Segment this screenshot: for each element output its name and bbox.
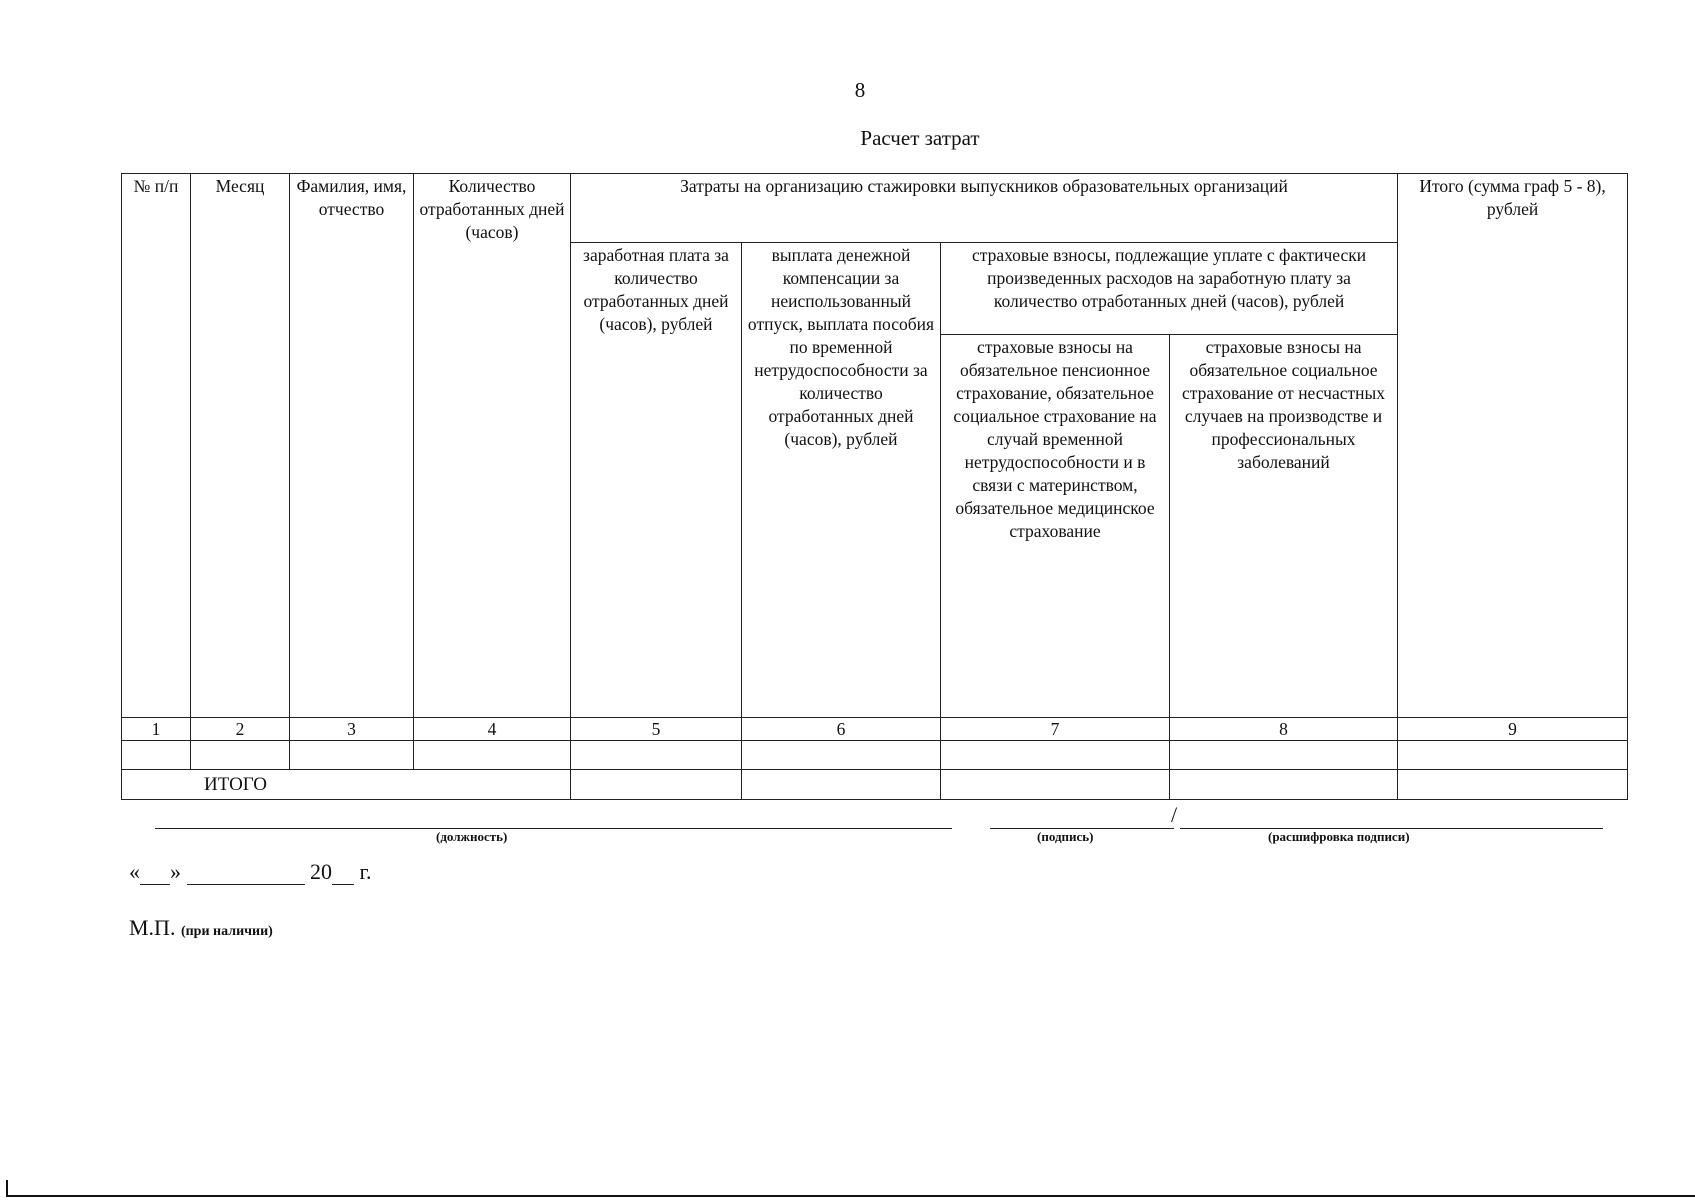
column-number: 7 [941, 718, 1170, 741]
header-month: Месяц [191, 174, 290, 718]
column-number: 5 [571, 718, 742, 741]
header-pension-insurance: страховые взносы на обязательное пенсионное страхование, обязательное социальное страхование на случай временной нетрудоспособности и в связи с материнством, обязательное медицинское страхование [941, 335, 1170, 718]
total-cell[interactable] [571, 770, 742, 800]
date-line [129, 858, 372, 885]
table-cell[interactable] [1170, 741, 1398, 770]
position-caption: (должность) [436, 829, 508, 844]
page-number: 8 [854, 78, 866, 102]
year-blank[interactable] [332, 858, 354, 885]
header-compensation: выплата денежной компенсации за неиспользованный отпуск, выплата пособия по временной нетрудоспособности за количество отработанных дней (часов), рублей [742, 243, 941, 718]
column-number: 3 [290, 718, 414, 741]
total-cell[interactable] [941, 770, 1170, 800]
column-number: 1 [122, 718, 191, 741]
stamp-note: (при наличии) [180, 924, 273, 939]
table-cell[interactable] [1398, 741, 1628, 770]
table-cell[interactable] [742, 741, 941, 770]
table-cell[interactable] [290, 741, 414, 770]
table-cell[interactable] [191, 741, 290, 770]
total-row [122, 770, 1628, 800]
header-days-worked: Количество отработанных дней (часов) [414, 174, 571, 718]
scan-edge-tick [6, 1180, 8, 1196]
signature-caption: (подпись) [1037, 829, 1094, 844]
signature-separator: / [1171, 802, 1178, 827]
table-cell[interactable] [941, 741, 1170, 770]
header-total: Итого (сумма граф 5 - 8), рублей [1398, 174, 1628, 718]
total-label: ИТОГО [122, 770, 571, 800]
table-cell[interactable] [122, 741, 191, 770]
table-cell[interactable] [414, 741, 571, 770]
year-prefix: 20 [310, 859, 332, 884]
column-number: 4 [414, 718, 571, 741]
column-number: 2 [191, 718, 290, 741]
position-line[interactable] [155, 828, 952, 829]
header-number: № п/п [122, 174, 191, 718]
column-number: 9 [1398, 718, 1628, 741]
total-cell[interactable] [742, 770, 941, 800]
header-full-name: Фамилия, имя, отчество [290, 174, 414, 718]
date-close-quote: » [170, 859, 181, 884]
header-internship-costs: Затраты на организацию стажировки выпускников образовательных организаций [571, 174, 1398, 243]
header-accident-insurance: страховые взносы на обязательное социальное страхование от несчастных случаев на производстве и профессиональных заболеваний [1170, 335, 1398, 718]
table-cell[interactable] [571, 741, 742, 770]
stamp-label: М.П. [129, 915, 176, 940]
cost-table [121, 173, 1628, 800]
year-suffix: г. [359, 859, 372, 884]
stamp-area [129, 915, 273, 941]
total-cell[interactable] [1398, 770, 1628, 800]
document-title: Расчет затрат [860, 126, 980, 150]
column-numbers-row [122, 718, 1628, 741]
header-salary: заработная плата за количество отработанных дней (часов), рублей [571, 243, 742, 718]
decode-caption: (расшифровка подписи) [1268, 829, 1410, 844]
date-open-quote: « [129, 859, 140, 884]
table-row [122, 741, 1628, 770]
column-number: 6 [742, 718, 941, 741]
day-blank[interactable] [140, 858, 170, 885]
month-blank[interactable] [187, 858, 305, 885]
total-cell[interactable] [1170, 770, 1398, 800]
column-number: 8 [1170, 718, 1398, 741]
header-insurance-group: страховые взносы, подлежащие уплате с фактически произведенных расходов на заработную плату за количество отработанных дней (часов), рублей [941, 243, 1398, 335]
scan-edge-line [6, 1195, 1695, 1197]
